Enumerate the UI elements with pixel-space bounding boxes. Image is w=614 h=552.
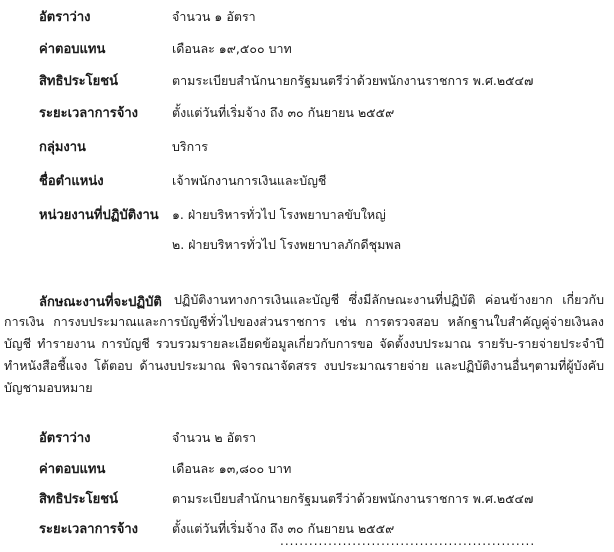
- employment-period-row: [0, 98, 614, 126]
- employment-period-value: ตั้งแต่วันที่เริ่มจ้าง ถึง ๓๐ กันยายน ๒๕๕๙: [172, 105, 395, 120]
- vacancy-value: จำนวน ๑ อัตรา: [172, 9, 256, 24]
- vacancy-label-2: อัตราว่าง: [39, 431, 91, 446]
- position-row: [0, 166, 614, 194]
- benefits-row: [0, 66, 614, 94]
- benefits-label-2: สิทธิประโยชน์: [39, 492, 118, 507]
- salary-row-2: [0, 454, 614, 482]
- position-label: ชื่อตำแหน่ง: [39, 174, 104, 189]
- end-dotted-line: .....................................................: [280, 534, 536, 548]
- work-unit-row-2: [0, 230, 614, 258]
- work-unit-row: [0, 200, 614, 228]
- duties-label: ลักษณะงานที่จะปฏิบัติ: [39, 295, 162, 310]
- salary-label-2: ค่าตอบแทน: [39, 462, 106, 477]
- employment-period-value-2: ตั้งแต่วันที่เริ่มจ้าง ถึง ๓๐ กันยายน ๒๕๕๙: [172, 521, 395, 536]
- salary-value-2: เดือนละ ๑๓,๘๐๐ บาท: [172, 461, 292, 476]
- work-unit-label: หน่วยงานที่ปฏิบัติงาน: [39, 208, 159, 223]
- benefits-row-2: [0, 484, 614, 512]
- vacancy-row: [0, 2, 614, 30]
- vacancy-row-2: [0, 423, 614, 451]
- employment-period-label: ระยะเวลาการจ้าง: [39, 106, 138, 121]
- work-unit-value-2: ๒. ฝ่ายบริหารทั่วไป โรงพยาบาลภักดีชุมพล: [172, 237, 402, 252]
- vacancy-label: อัตราว่าง: [39, 10, 91, 25]
- benefits-label: สิทธิประโยชน์: [39, 74, 118, 89]
- salary-label: ค่าตอบแทน: [39, 42, 106, 57]
- employment-period-label-2: ระยะเวลาการจ้าง: [39, 522, 138, 537]
- duties-paragraph: ปฏิบัติงานทางการเงินและบัญชี ซึ่งมีลักษณะงานที่ปฏิบัติ ค่อนข้างยาก เกี่ยวกับการเงิน การงบประมาณและการบัญชีทั่วไปของส่วนราชการ เช่น การตรวจสอบ หลักฐานใบสำคัญคู่จ่ายเงินลงบัญชี ทำรายงาน การบัญชี รวบรวมรายละเอียดข้อมูลเกี่ยวกับการขอ จัดตั้งงบประมาณ รายรับ-รายจ่ายประจำปี ทำหนังสือชี้แจง โต้ตอบ ด้านงบประมาณ พิจารณาจัดสรร งบประมาณรายจ่าย และปฏิบัติงานอื่นๆตามที่ผู้บังคับบัญชามอบหมาย: [4, 292, 604, 395]
- position-value: เจ้าพนักงานการเงินและบัญชี: [172, 173, 327, 188]
- benefits-value-2: ตามระเบียบสำนักนายกรัฐมนตรีว่าด้วยพนักงานราชการ พ.ศ.๒๕๔๗: [172, 491, 534, 506]
- benefits-value: ตามระเบียบสำนักนายกรัฐมนตรีว่าด้วยพนักงานราชการ พ.ศ.๒๕๔๗: [172, 73, 534, 88]
- salary-row: [0, 34, 614, 62]
- work-group-label: กลุ่มงาน: [39, 140, 86, 155]
- work-group-value: บริการ: [172, 139, 208, 154]
- salary-value: เดือนละ ๑๙,๕๐๐ บาท: [172, 41, 292, 56]
- work-unit-value-1: ๑. ฝ่ายบริหารทั่วไป โรงพยาบาลขับใหญ่: [172, 207, 386, 222]
- work-group-row: [0, 132, 614, 160]
- vacancy-value-2: จำนวน ๒ อัตรา: [172, 430, 256, 445]
